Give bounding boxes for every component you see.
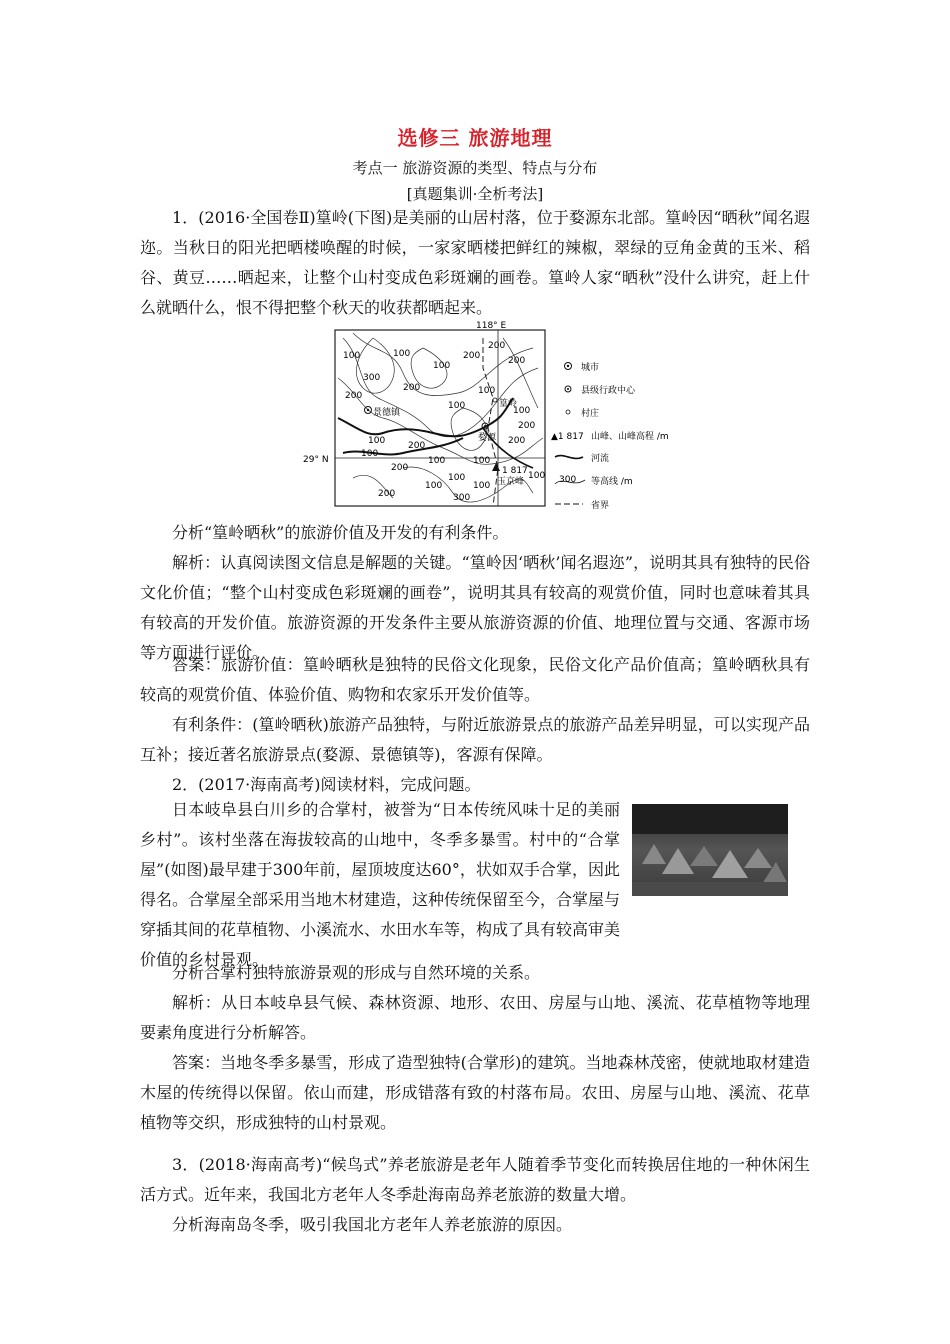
q2-material: 日本岐阜县白川乡的合掌村，被誉为“日本传统风味十足的美丽乡村”。该村坐落在海拔较高的山地中，冬季多暴雪。村中的“合掌屋”(如图)最早建于300年前，屋顶坡度达60°，状如双手合掌，因此得名。合掌屋全部采用当地木材建造，这种传统保留至今，合掌屋与穿插其间的花草植物、小溪流水、水田水车等，构成了具有较高审美价值的乡村景观。 bbox=[140, 800, 621, 969]
legend-river-icon bbox=[555, 456, 583, 459]
section-subtitle: 考点一 旅游资源的类型、特点与分布 bbox=[352, 159, 598, 177]
contour-label: 100 bbox=[361, 449, 379, 459]
legend-contour: 等高线 /m bbox=[591, 477, 633, 487]
contour-label: 200 bbox=[508, 436, 526, 446]
contour-label: 100 bbox=[343, 351, 361, 361]
contour-label: 100 bbox=[393, 349, 411, 359]
contour-label: 100 bbox=[428, 456, 446, 466]
section-label: [真题集训·全析考法] bbox=[406, 185, 544, 203]
contour-label: 200 bbox=[488, 341, 506, 351]
contour-label: 100 bbox=[433, 361, 451, 371]
contour-label: 200 bbox=[408, 441, 426, 451]
page-title: 选修三 旅游地理 bbox=[397, 126, 553, 150]
place-jingdezhen: 景德镇 bbox=[373, 408, 401, 418]
legend-river: 河流 bbox=[591, 454, 610, 464]
q2-stem: 2．(2017·海南高考)阅读材料，完成问题。 bbox=[172, 775, 481, 794]
contour-label: 100 bbox=[473, 481, 491, 491]
contour-label: 200 bbox=[391, 463, 409, 473]
contour-label: 100 bbox=[473, 456, 491, 466]
legend-peak: 山峰、山峰高程 /m bbox=[591, 432, 669, 442]
contour-label: 200 bbox=[463, 351, 481, 361]
contour-label: 200 bbox=[403, 383, 421, 393]
contour-label: 100 bbox=[528, 471, 546, 481]
contour-label: 300 bbox=[363, 373, 381, 383]
gassho-village-photo bbox=[632, 804, 788, 896]
topographic-map bbox=[303, 318, 693, 518]
q2-answer: 答案：当地冬季多暴雪，形成了造型独特(合掌形)的建筑。当地森林茂密，使就地取材建造木屋的传统得以保留。依山而建，形成错落有致的村落布局。农田、房屋与山地、溪流、花草植物等交织，形成独特的山村景观。 bbox=[140, 1053, 810, 1132]
contour-label: 100 bbox=[425, 481, 443, 491]
q1-conditions: 有利条件：(篁岭晒秋)旅游产品独特，与附近旅游景点的旅游产品差异明显，可以实现产品互补；接近著名旅游景点(婺源、景德镇等)，客源有保障。 bbox=[140, 715, 810, 764]
q1-stem: 1．(2016·全国卷Ⅱ)篁岭(下图)是美丽的山居村落，位于婺源东北部。篁岭因“晒秋”闻名遐迩。当秋日的阳光把晒楼唤醒的时候，一家家晒楼把鲜红的辣椒，翠绿的豆角金黄的玉米、稻谷、黄豆……晒起来，让整个山村变成色彩斑斓的画卷。篁岭人家“晒秋”没什么讲究，赶上什么就晒什么，恨不得把整个秋天的收获都晒起来。 bbox=[140, 208, 810, 317]
contour-label: 200 bbox=[345, 391, 363, 401]
q1-question: 分析“篁岭晒秋”的旅游价值及开发的有利条件。 bbox=[172, 523, 509, 542]
latitude-label: 29° N bbox=[303, 455, 329, 465]
contour-label: 100 bbox=[448, 473, 466, 483]
longitude-label: 118° E bbox=[476, 321, 507, 331]
contour-label: 100 bbox=[368, 436, 386, 446]
legend-city: 城市 bbox=[581, 363, 600, 373]
q3-stem: 3．(2018·海南高考)“候鸟式”养老旅游是老年人随着季节变化而转换居住地的一种休闲生活方式。近年来，我国北方老年人冬季赴海南岛养老旅游的数量大增。 bbox=[140, 1155, 810, 1204]
contour-label: 100 bbox=[513, 406, 531, 416]
place-yujingfeng: 玉京峰 bbox=[497, 477, 525, 487]
contour-label: 200 bbox=[378, 489, 396, 499]
map-svg bbox=[303, 318, 693, 518]
q1-analysis: 解析：认真阅读图文信息是解题的关键。“篁岭因‘晒秋’闻名遐迩”，说明其具有独特的民俗文化价值；“整个山村变成色彩斑斓的画卷”，说明其具有较高的观赏价值，同时也意味着其具有较高的开发价值。旅游资源的开发条件主要从旅游资源的价值、地理位置与交通、客源市场等方面进行评价。 bbox=[140, 553, 810, 662]
legend-village-icon bbox=[566, 410, 570, 414]
q1-answer: 答案：旅游价值：篁岭晒秋是独特的民俗文化现象，民俗文化产品价值高；篁岭晒秋具有较高的观赏价值、体验价值、购物和农家乐开发价值等。 bbox=[140, 655, 810, 704]
q2-analysis: 解析：从日本岐阜县气候、森林资源、地形、农田、房屋与山地、溪流、花草植物等地理要素角度进行分析解答。 bbox=[140, 993, 810, 1042]
contour-label: 200 bbox=[518, 421, 536, 431]
q3-question: 分析海南岛冬季，吸引我国北方老年人养老旅游的原因。 bbox=[172, 1215, 573, 1234]
contour-label: 200 bbox=[508, 356, 526, 366]
legend-border: 省界 bbox=[591, 501, 610, 511]
q2-question: 分析合掌村独特旅游景观的形成与自然环境的关系。 bbox=[172, 963, 541, 982]
contour-label: 100 bbox=[478, 386, 496, 396]
legend-county: 县级行政中心 bbox=[581, 386, 636, 396]
peak-height: 1 817 bbox=[502, 466, 528, 476]
legend-peak-symbol: ▲1 817 bbox=[551, 432, 584, 442]
place-huangling: 篁岭 bbox=[499, 399, 518, 409]
contour-label: 100 bbox=[448, 401, 466, 411]
legend-contour-symbol: 300 bbox=[559, 475, 577, 485]
legend-village: 村庄 bbox=[581, 409, 600, 419]
place-wuyuan: 婺源 bbox=[478, 433, 497, 443]
contour-label: 300 bbox=[453, 493, 471, 503]
